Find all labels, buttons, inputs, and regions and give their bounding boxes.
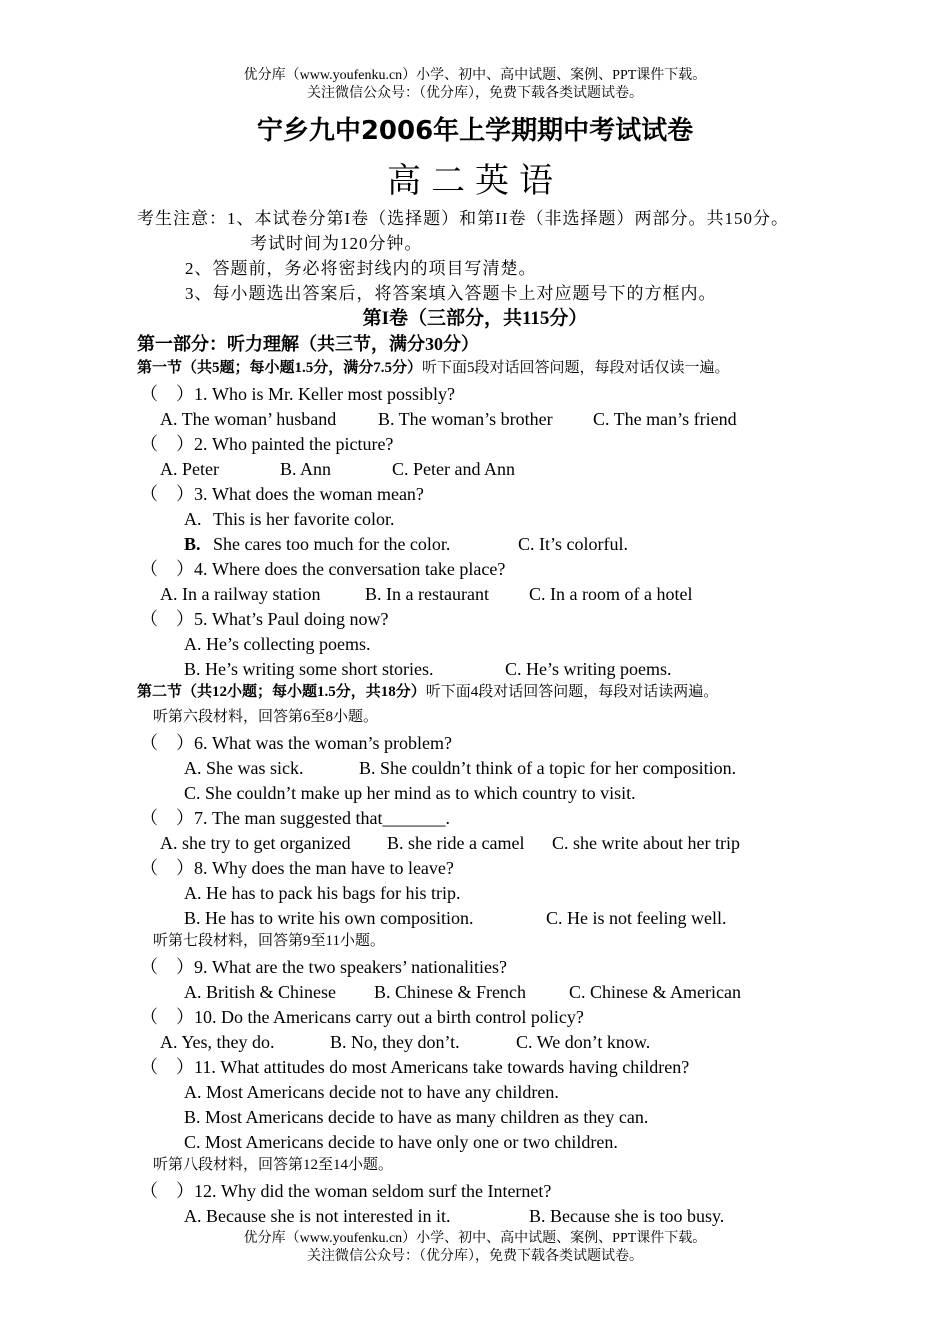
header-line-1: 优分库（www.youfenku.cn）小学、初中、高中试题、案例、PPT课件下载。 — [243, 68, 707, 83]
question-5: （ ）5. What’s Paul doing now? — [140, 609, 389, 629]
question-2: （ ）2. Who painted the picture? — [140, 434, 394, 454]
option-b: B. Chinese & French — [374, 982, 526, 1002]
option-c: C. Chinese & American — [569, 982, 741, 1002]
option-b: B. No, they don’t. — [330, 1032, 460, 1052]
question-12: （ ）12. Why did the woman seldom surf the Internet? — [140, 1181, 552, 1201]
section-1-heading — [137, 361, 730, 376]
section-2-instruction: 听下面4段对话回答问题，每段对话读两遍。 — [425, 684, 719, 700]
option-b: B. She couldn’t think of a topic for her composition. — [359, 758, 737, 778]
section-1-score: 第一节（共5题；每小题1.5分，满分7.5分） — [137, 360, 423, 376]
question-8-option-a: A. He has to pack his bags for his trip. — [184, 883, 461, 903]
question-9: （ ）9. What are the two speakers’ nationalities? — [140, 957, 508, 977]
option-a: A. Yes, they do. — [160, 1032, 275, 1052]
option-b: B. In a restaurant — [365, 584, 489, 604]
question-11-option-b: B. Most Americans decide to have as many children as they can. — [184, 1107, 649, 1127]
question-6: （ ）6. What was the woman’s problem? — [140, 733, 452, 753]
section-listening-title: 第一部分：听力理解（共三节，满分30分） — [137, 334, 479, 354]
note-1-cont: 考试时间为120分钟。 — [250, 234, 423, 253]
question-11-option-a: A. Most Americans decide not to have any children. — [184, 1082, 559, 1102]
question-5-option-a: A. He’s collecting poems. — [184, 634, 371, 654]
note-3: 3、每小题选出答案后，将答案填入答题卡上对应题号下的方框内。 — [185, 284, 717, 303]
instruction-material-6: 听第六段材料，回答第6至8小题。 — [153, 709, 379, 725]
option-a: A. The woman’ husband — [160, 409, 337, 429]
option-a: A. Because she is not interested in it. — [184, 1206, 451, 1226]
section-1-instruction: 听下面5段对话回答问题，每段对话仅读一遍。 — [422, 360, 730, 376]
option-a: A. Peter — [160, 459, 219, 479]
option-a: A. She was sick. — [184, 758, 304, 778]
option-a: A. she try to get organized — [160, 833, 351, 853]
question-7: （ ）7. The man suggested that_______. — [140, 808, 450, 828]
option-a: A. British & Chinese — [184, 982, 336, 1002]
option-b: B. Ann — [280, 459, 332, 479]
option-c: C. We don’t know. — [516, 1032, 651, 1052]
instruction-material-7: 听第七段材料，回答第9至11小题。 — [153, 933, 385, 949]
question-11: （ ）11. What attitudes do most Americans take towards having children? — [140, 1057, 690, 1077]
section-2-heading — [137, 685, 718, 700]
option-b: B. Because she is too busy. — [529, 1206, 725, 1226]
question-1: （ ）1. Who is Mr. Keller most possibly? — [140, 384, 455, 404]
note-1: 考生注意：1、本试卷分第I卷（选择题）和第II卷（非选择题）两部分。共150分。 — [137, 209, 789, 228]
option-a-letter: A. — [184, 509, 202, 529]
subject-title: 高二英语 — [387, 161, 563, 201]
option-a: This is her favorite color. — [213, 509, 395, 529]
question-10: （ ）10. Do the Americans carry out a birth control policy? — [140, 1007, 584, 1027]
question-3: （ ）3. What does the woman mean? — [140, 484, 424, 504]
option-b: B. The woman’s brother — [378, 409, 553, 429]
option-b-letter: B. — [184, 534, 201, 554]
question-4: （ ）4. Where does the conversation take place? — [140, 559, 506, 579]
option-b: B. He’s writing some short stories. — [184, 659, 434, 679]
option-c: C. she write about her trip — [552, 833, 740, 853]
option-b: B. He has to write his own composition. — [184, 908, 474, 928]
section-2-score: 第二节（共12小题；每小题1.5分，共18分） — [137, 684, 426, 700]
exam-title: 宁乡九中2006年上学期期中考试试卷 — [256, 116, 694, 146]
question-11-option-c: C. Most Americans decide to have only one or two children. — [184, 1132, 618, 1152]
option-b: B. she ride a camel — [387, 833, 525, 853]
question-8: （ ）8. Why does the man have to leave? — [140, 858, 454, 878]
option-c: C. In a room of a hotel — [529, 584, 693, 604]
instruction-material-8: 听第八段材料，回答第12至14小题。 — [153, 1157, 394, 1173]
option-c: C. It’s colorful. — [518, 534, 628, 554]
option-c: C. He’s writing poems. — [505, 659, 672, 679]
option-c: C. Peter and Ann — [392, 459, 515, 479]
option-b: She cares too much for the color. — [213, 534, 451, 554]
option-a: A. In a railway station — [160, 584, 321, 604]
note-2: 2、答题前，务必将密封线内的项目写清楚。 — [185, 259, 537, 278]
footer-line-2: 关注微信公众号：（优分库），免费下载各类试题试卷。 — [307, 1249, 643, 1264]
question-6-option-c: C. She couldn’t make up her mind as to which country to visit. — [184, 783, 636, 803]
header-line-2: 关注微信公众号：（优分库），免费下载各类试题试卷。 — [307, 86, 643, 101]
footer-line-1: 优分库（www.youfenku.cn）小学、初中、高中试题、案例、PPT课件下载。 — [243, 1231, 707, 1246]
part-1-title: 第I卷（三部分，共115分） — [362, 308, 588, 329]
option-c: C. The man’s friend — [593, 409, 737, 429]
option-c: C. He is not feeling well. — [546, 908, 727, 928]
